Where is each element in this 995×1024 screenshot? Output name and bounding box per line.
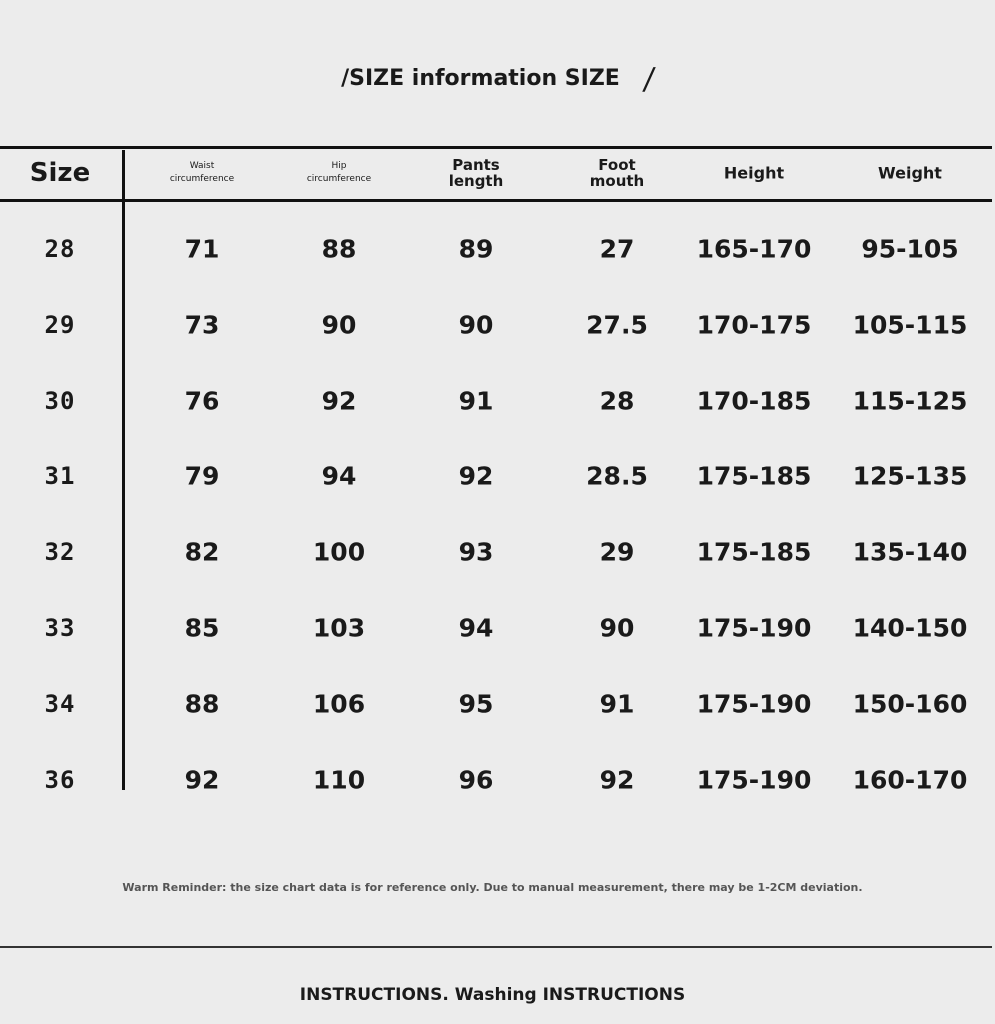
cell-hip: 88 [321, 234, 357, 264]
cell-height: 175-185 [696, 537, 812, 567]
cell-weight: 140-150 [852, 613, 968, 643]
cell-waist: 73 [184, 310, 220, 340]
instructions-heading: INSTRUCTIONS. Washing INSTRUCTIONS [299, 985, 686, 1005]
footer-rule [0, 946, 992, 948]
header-waist-line: circumference [169, 174, 235, 184]
header-hip-line: circumference [306, 174, 372, 184]
cell-waist: 92 [184, 765, 220, 795]
cell-pants-length: 96 [458, 765, 494, 795]
header-hip [307, 160, 371, 186]
cell-waist: 85 [184, 613, 220, 643]
cell-size: 30 [44, 386, 76, 415]
cell-pants-length: 95 [458, 689, 494, 719]
cell-pants-length: 89 [458, 234, 494, 264]
page-title [0, 58, 995, 97]
cell-pants-length: 92 [458, 461, 494, 491]
cell-foot-mouth: 90 [599, 613, 635, 643]
cell-pants-length: 91 [458, 386, 494, 416]
cell-weight: 95-105 [861, 234, 959, 264]
cell-size: 31 [44, 462, 76, 491]
cell-height: 175-190 [696, 765, 812, 795]
header-foot-mouth-line: Foot [598, 156, 636, 174]
cell-foot-mouth: 29 [599, 537, 635, 567]
header-foot-mouth-line: mouth [589, 172, 645, 190]
cell-waist: 82 [184, 537, 220, 567]
cell-height: 170-185 [696, 386, 812, 416]
cell-size: 34 [44, 689, 76, 718]
header-foot-mouth [590, 157, 644, 189]
cell-foot-mouth: 91 [599, 689, 635, 719]
cell-pants-length: 93 [458, 537, 494, 567]
table-size-column-rule [122, 150, 125, 790]
warm-reminder: Warm Reminder: the size chart data is for reference only. Due to manual measurement, there may be 1-2CM deviation. [122, 881, 863, 894]
header-hip-line: Hip [331, 161, 347, 171]
cell-pants-length: 90 [458, 310, 494, 340]
cell-height: 165-170 [696, 234, 812, 264]
cell-weight: 115-125 [852, 386, 968, 416]
cell-hip: 103 [312, 613, 366, 643]
header-height [724, 164, 784, 183]
header-height-line: Height [723, 163, 785, 183]
table-top-rule [0, 146, 992, 149]
header-weight-line: Weight [878, 163, 942, 183]
cell-height: 175-185 [696, 461, 812, 491]
cell-waist: 88 [184, 689, 220, 719]
cell-weight: 135-140 [852, 537, 968, 567]
cell-hip: 92 [321, 386, 357, 416]
cell-foot-mouth: 28 [599, 386, 635, 416]
header-size [30, 158, 90, 188]
header-pants-length [449, 157, 504, 189]
table-header-rule [0, 199, 992, 202]
cell-hip: 106 [312, 689, 366, 719]
cell-hip: 110 [312, 765, 366, 795]
cell-pants-length: 94 [458, 613, 494, 643]
header-waist-line: Waist [189, 161, 215, 171]
cell-size: 33 [44, 614, 76, 642]
cell-waist: 71 [184, 234, 220, 264]
cell-hip: 94 [321, 461, 357, 491]
cell-weight: 125-135 [852, 461, 968, 491]
cell-weight: 105-115 [852, 310, 968, 340]
cell-height: 175-190 [696, 613, 812, 643]
cell-size: 28 [44, 235, 76, 263]
cell-hip: 90 [321, 310, 357, 340]
cell-size: 36 [44, 765, 76, 794]
cell-foot-mouth: 27 [599, 234, 635, 264]
title-slash-mark: / [641, 62, 657, 97]
cell-foot-mouth: 92 [599, 765, 635, 795]
header-pants-length-line: length [448, 172, 504, 190]
cell-height: 170-175 [696, 310, 812, 340]
cell-weight: 160-170 [852, 765, 968, 795]
title-text: /SIZE information SIZE [341, 66, 620, 91]
header-pants-length-line: Pants [452, 156, 500, 174]
cell-size: 32 [44, 538, 76, 567]
cell-waist: 79 [184, 461, 220, 491]
header-weight [878, 164, 942, 183]
cell-foot-mouth: 27.5 [586, 310, 648, 340]
header-waist [170, 160, 234, 186]
cell-size: 29 [44, 310, 76, 339]
cell-waist: 76 [184, 386, 220, 416]
cell-hip: 100 [312, 537, 366, 567]
cell-weight: 150-160 [852, 689, 968, 719]
header-size-line: Size [29, 158, 91, 188]
cell-foot-mouth: 28.5 [586, 461, 648, 491]
cell-height: 175-190 [696, 689, 812, 719]
